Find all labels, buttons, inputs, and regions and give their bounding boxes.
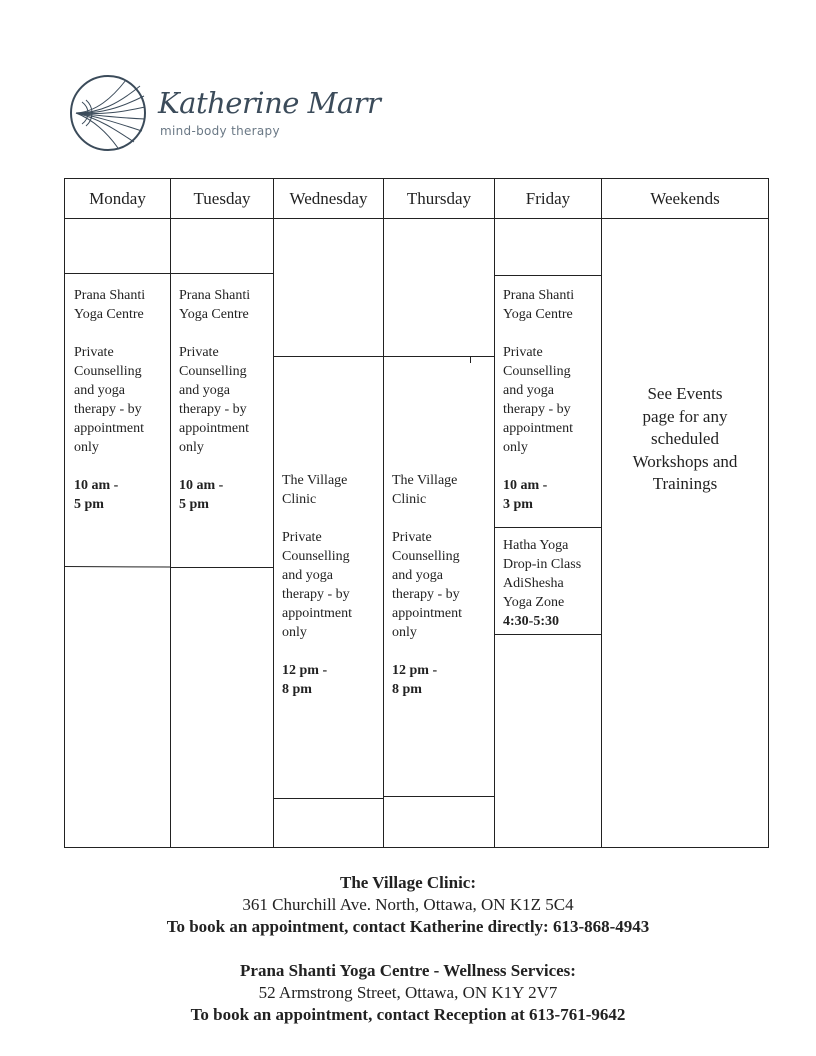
- wednesday-block: [282, 471, 382, 699]
- clinic-booking: To book an appointment, contact Katherine directly: 613-868-4943: [166, 917, 650, 936]
- column-divider: [273, 178, 274, 848]
- friday-class-block: [503, 536, 601, 631]
- service-line: and yoga: [74, 383, 125, 398]
- service-line: and yoga: [392, 568, 443, 583]
- yoga-booking: To book an appointment, contact Reception at 613-761-9642: [190, 1005, 626, 1024]
- service-line: appointment: [282, 606, 352, 621]
- service-line: therapy - by: [74, 402, 142, 417]
- row-divider: [494, 527, 602, 528]
- row-divider: [170, 567, 274, 568]
- column-divider: [494, 178, 495, 848]
- class-time: 4:30-5:30: [503, 614, 559, 629]
- weekends-note-line: Trainings: [652, 474, 718, 493]
- time-line: 8 pm: [282, 682, 312, 697]
- service-line: Counselling: [179, 364, 247, 379]
- time-line: 10 am -: [503, 478, 548, 493]
- column-divider: [170, 178, 171, 848]
- location-line: The Village: [392, 473, 458, 488]
- footer-yoga-centre: [0, 960, 816, 1026]
- service-line: only: [74, 440, 99, 455]
- time-line: 10 am -: [179, 478, 224, 493]
- location-line: Prana Shanti: [503, 288, 575, 303]
- time-line: 5 pm: [179, 497, 209, 512]
- weekends-note-line: page for any: [642, 406, 728, 426]
- service-line: only: [392, 625, 417, 640]
- service-line: Private: [179, 345, 219, 360]
- class-line: Yoga Zone: [503, 595, 565, 610]
- logo-name: Katherine Marr: [158, 86, 381, 120]
- column-divider: [601, 178, 602, 848]
- service-line: therapy - by: [503, 402, 571, 417]
- time-line: 8 pm: [392, 682, 422, 697]
- service-line: Private: [74, 345, 114, 360]
- footer-clinic: [0, 872, 816, 938]
- service-line: and yoga: [282, 568, 333, 583]
- row-divider: [273, 356, 495, 357]
- row-divider: [470, 356, 471, 363]
- class-line: Drop-in Class: [503, 557, 582, 572]
- row-divider: [64, 566, 171, 568]
- service-line: Private: [392, 530, 432, 545]
- service-line: appointment: [74, 421, 144, 436]
- row-divider: [273, 798, 384, 799]
- tuesday-block: [179, 286, 273, 514]
- service-line: Private: [282, 530, 322, 545]
- yoga-address: 52 Armstrong Street, Ottawa, ON K1Y 2V7: [258, 983, 558, 1002]
- class-line: AdiShesha: [503, 576, 564, 591]
- column-divider: [383, 178, 384, 848]
- service-line: Counselling: [74, 364, 142, 379]
- table-border-right: [768, 178, 769, 848]
- time-line: 5 pm: [74, 497, 104, 512]
- header-weekends: Weekends: [650, 189, 720, 208]
- service-line: Counselling: [282, 549, 350, 564]
- row-divider: [383, 796, 495, 797]
- service-line: therapy - by: [392, 587, 460, 602]
- service-line: only: [282, 625, 307, 640]
- weekends-note: [602, 383, 768, 496]
- service-line: Counselling: [503, 364, 571, 379]
- service-line: only: [179, 440, 204, 455]
- service-line: appointment: [392, 606, 462, 621]
- weekends-note-line: See Events: [647, 384, 723, 403]
- row-divider: [494, 275, 602, 276]
- location-line: Prana Shanti: [179, 288, 251, 303]
- location-line: Prana Shanti: [74, 288, 146, 303]
- service-line: Counselling: [392, 549, 460, 564]
- service-line: only: [503, 440, 528, 455]
- service-line: appointment: [179, 421, 249, 436]
- class-line: Hatha Yoga: [503, 538, 569, 553]
- location-line: The Village: [282, 473, 348, 488]
- location-line: Yoga Centre: [503, 307, 573, 322]
- header-tuesday: Tuesday: [193, 189, 251, 208]
- service-line: and yoga: [503, 383, 554, 398]
- location-line: Clinic: [392, 492, 427, 507]
- service-line: therapy - by: [179, 402, 247, 417]
- header-thursday: Thursday: [406, 189, 472, 208]
- yoga-title: Prana Shanti Yoga Centre - Wellness Services:: [240, 961, 576, 980]
- clinic-address: 361 Churchill Ave. North, Ottawa, ON K1Z 5C4: [242, 895, 574, 914]
- time-line: 3 pm: [503, 497, 533, 512]
- weekends-note-line: Workshops and: [632, 451, 738, 471]
- header-friday: Friday: [525, 189, 571, 208]
- table-border-left: [64, 178, 65, 848]
- time-line: 10 am -: [74, 478, 119, 493]
- row-divider: [494, 634, 602, 635]
- clinic-title: The Village Clinic:: [340, 873, 476, 892]
- weekends-note-line: scheduled: [651, 429, 719, 448]
- service-line: and yoga: [179, 383, 230, 398]
- header-wednesday: Wednesday: [289, 189, 368, 208]
- logo-tagline: mind-body therapy: [160, 124, 280, 138]
- monday-block: [74, 286, 170, 514]
- service-line: therapy - by: [282, 587, 350, 602]
- location-line: Yoga Centre: [179, 307, 249, 322]
- thursday-block: [392, 471, 493, 699]
- location-line: Yoga Centre: [74, 307, 144, 322]
- time-line: 12 pm -: [282, 663, 328, 678]
- row-divider: [64, 273, 274, 274]
- friday-block: [503, 286, 601, 514]
- service-line: Private: [503, 345, 543, 360]
- header-monday: Monday: [89, 189, 146, 208]
- service-line: appointment: [503, 421, 573, 436]
- location-line: Clinic: [282, 492, 317, 507]
- time-line: 12 pm -: [392, 663, 438, 678]
